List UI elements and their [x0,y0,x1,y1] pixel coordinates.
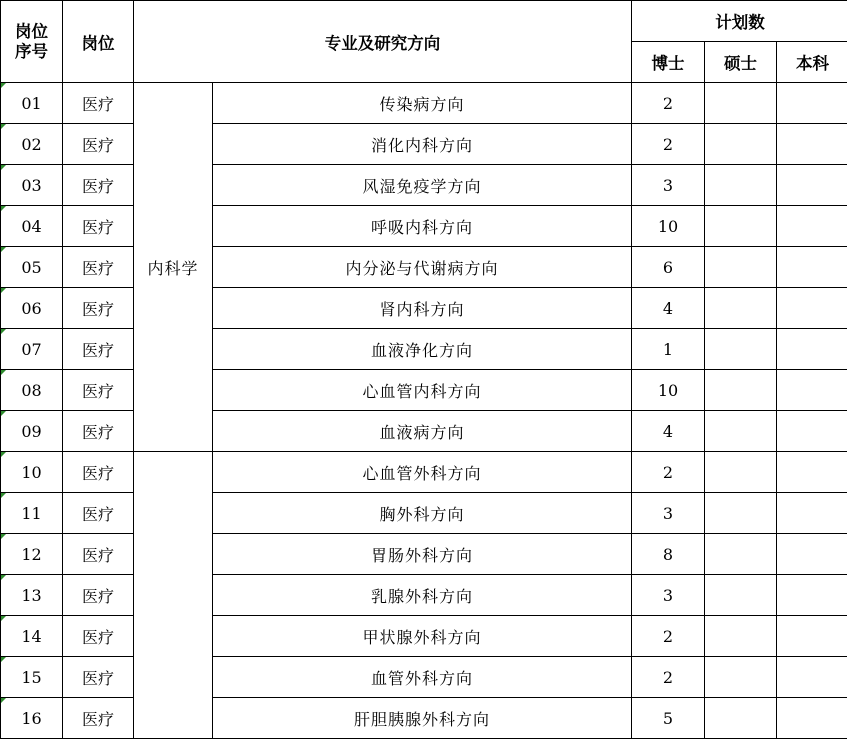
table-row [1,247,847,288]
post-cell: 医疗 [63,165,134,206]
post-cell: 医疗 [63,698,134,739]
bachelor-cell [777,206,847,247]
post-cell: 医疗 [63,493,134,534]
seq-cell: 01 [1,83,63,124]
table-row [1,698,847,739]
master-cell [705,83,777,124]
post-cell: 医疗 [63,411,134,452]
table-row [1,657,847,698]
group-cell-internal: 内科学 [134,83,213,452]
bachelor-cell [777,329,847,370]
post-cell: 医疗 [63,616,134,657]
seq-cell: 06 [1,288,63,329]
seq-cell: 04 [1,206,63,247]
bachelor-cell [777,124,847,165]
table-row [1,616,847,657]
master-cell [705,370,777,411]
major-cell: 内分泌与代谢病方向 [213,247,632,288]
master-cell [705,288,777,329]
post-cell: 医疗 [63,288,134,329]
seq-cell: 07 [1,329,63,370]
seq-cell: 08 [1,370,63,411]
master-cell [705,165,777,206]
post-cell: 医疗 [63,247,134,288]
seq-cell: 14 [1,616,63,657]
table-row [1,411,847,452]
phd-cell: 3 [632,165,705,206]
seq-cell: 10 [1,452,63,493]
major-cell: 胃肠外科方向 [213,534,632,575]
phd-cell: 2 [632,124,705,165]
bachelor-cell [777,698,847,739]
phd-cell: 10 [632,206,705,247]
seq-cell: 16 [1,698,63,739]
major-cell: 心血管外科方向 [213,452,632,493]
master-cell [705,657,777,698]
major-cell: 血液病方向 [213,411,632,452]
major-cell: 风湿免疫学方向 [213,165,632,206]
table-row [1,575,847,616]
table-row [1,165,847,206]
table-row [1,452,847,493]
table-row [1,329,847,370]
master-cell [705,698,777,739]
header-seq: 岗位 序号 [1,1,63,83]
bachelor-cell [777,411,847,452]
post-cell: 医疗 [63,370,134,411]
bachelor-cell [777,616,847,657]
seq-cell: 11 [1,493,63,534]
bachelor-cell [777,83,847,124]
major-cell: 消化内科方向 [213,124,632,165]
phd-cell: 4 [632,288,705,329]
table-row [1,288,847,329]
master-cell [705,411,777,452]
master-cell [705,206,777,247]
major-cell: 传染病方向 [213,83,632,124]
seq-cell: 05 [1,247,63,288]
phd-cell: 10 [632,370,705,411]
bachelor-cell [777,452,847,493]
major-cell: 肝胆胰腺外科方向 [213,698,632,739]
master-cell [705,493,777,534]
table-row [1,206,847,247]
table-row [1,534,847,575]
table-row [1,370,847,411]
bachelor-cell [777,247,847,288]
table-row [1,493,847,534]
phd-cell: 8 [632,534,705,575]
seq-cell: 03 [1,165,63,206]
bachelor-cell [777,493,847,534]
table-row [1,83,847,124]
post-cell: 医疗 [63,575,134,616]
header-phd: 博士 [632,42,705,83]
phd-cell: 4 [632,411,705,452]
phd-cell: 6 [632,247,705,288]
bachelor-cell [777,165,847,206]
bachelor-cell [777,370,847,411]
master-cell [705,124,777,165]
major-cell: 甲状腺外科方向 [213,616,632,657]
bachelor-cell [777,657,847,698]
post-cell: 医疗 [63,534,134,575]
post-cell: 医疗 [63,329,134,370]
seq-cell: 15 [1,657,63,698]
master-cell [705,329,777,370]
master-cell [705,247,777,288]
master-cell [705,452,777,493]
major-cell: 胸外科方向 [213,493,632,534]
header-post: 岗位 [63,1,134,83]
header-master: 硕士 [705,42,777,83]
post-cell: 医疗 [63,83,134,124]
header-bachelor: 本科 [777,42,847,83]
major-cell: 心血管内科方向 [213,370,632,411]
major-cell: 乳腺外科方向 [213,575,632,616]
major-cell: 血管外科方向 [213,657,632,698]
phd-cell: 2 [632,657,705,698]
post-cell: 医疗 [63,657,134,698]
group-cell-surgery [134,452,213,739]
phd-cell: 2 [632,616,705,657]
seq-cell: 12 [1,534,63,575]
master-cell [705,616,777,657]
phd-cell: 2 [632,83,705,124]
bachelor-cell [777,534,847,575]
header-plan: 计划数 [632,1,847,42]
header-major: 专业及研究方向 [134,1,632,83]
bachelor-cell [777,288,847,329]
post-cell: 医疗 [63,124,134,165]
phd-cell: 3 [632,575,705,616]
post-cell: 医疗 [63,206,134,247]
phd-cell: 2 [632,452,705,493]
master-cell [705,575,777,616]
table-row [1,124,847,165]
phd-cell: 3 [632,493,705,534]
major-cell: 血液净化方向 [213,329,632,370]
bachelor-cell [777,575,847,616]
phd-cell: 1 [632,329,705,370]
major-cell: 呼吸内科方向 [213,206,632,247]
phd-cell: 5 [632,698,705,739]
master-cell [705,534,777,575]
seq-cell: 02 [1,124,63,165]
major-cell: 肾内科方向 [213,288,632,329]
post-cell: 医疗 [63,452,134,493]
seq-cell: 09 [1,411,63,452]
table-body [1,83,847,739]
seq-cell: 13 [1,575,63,616]
